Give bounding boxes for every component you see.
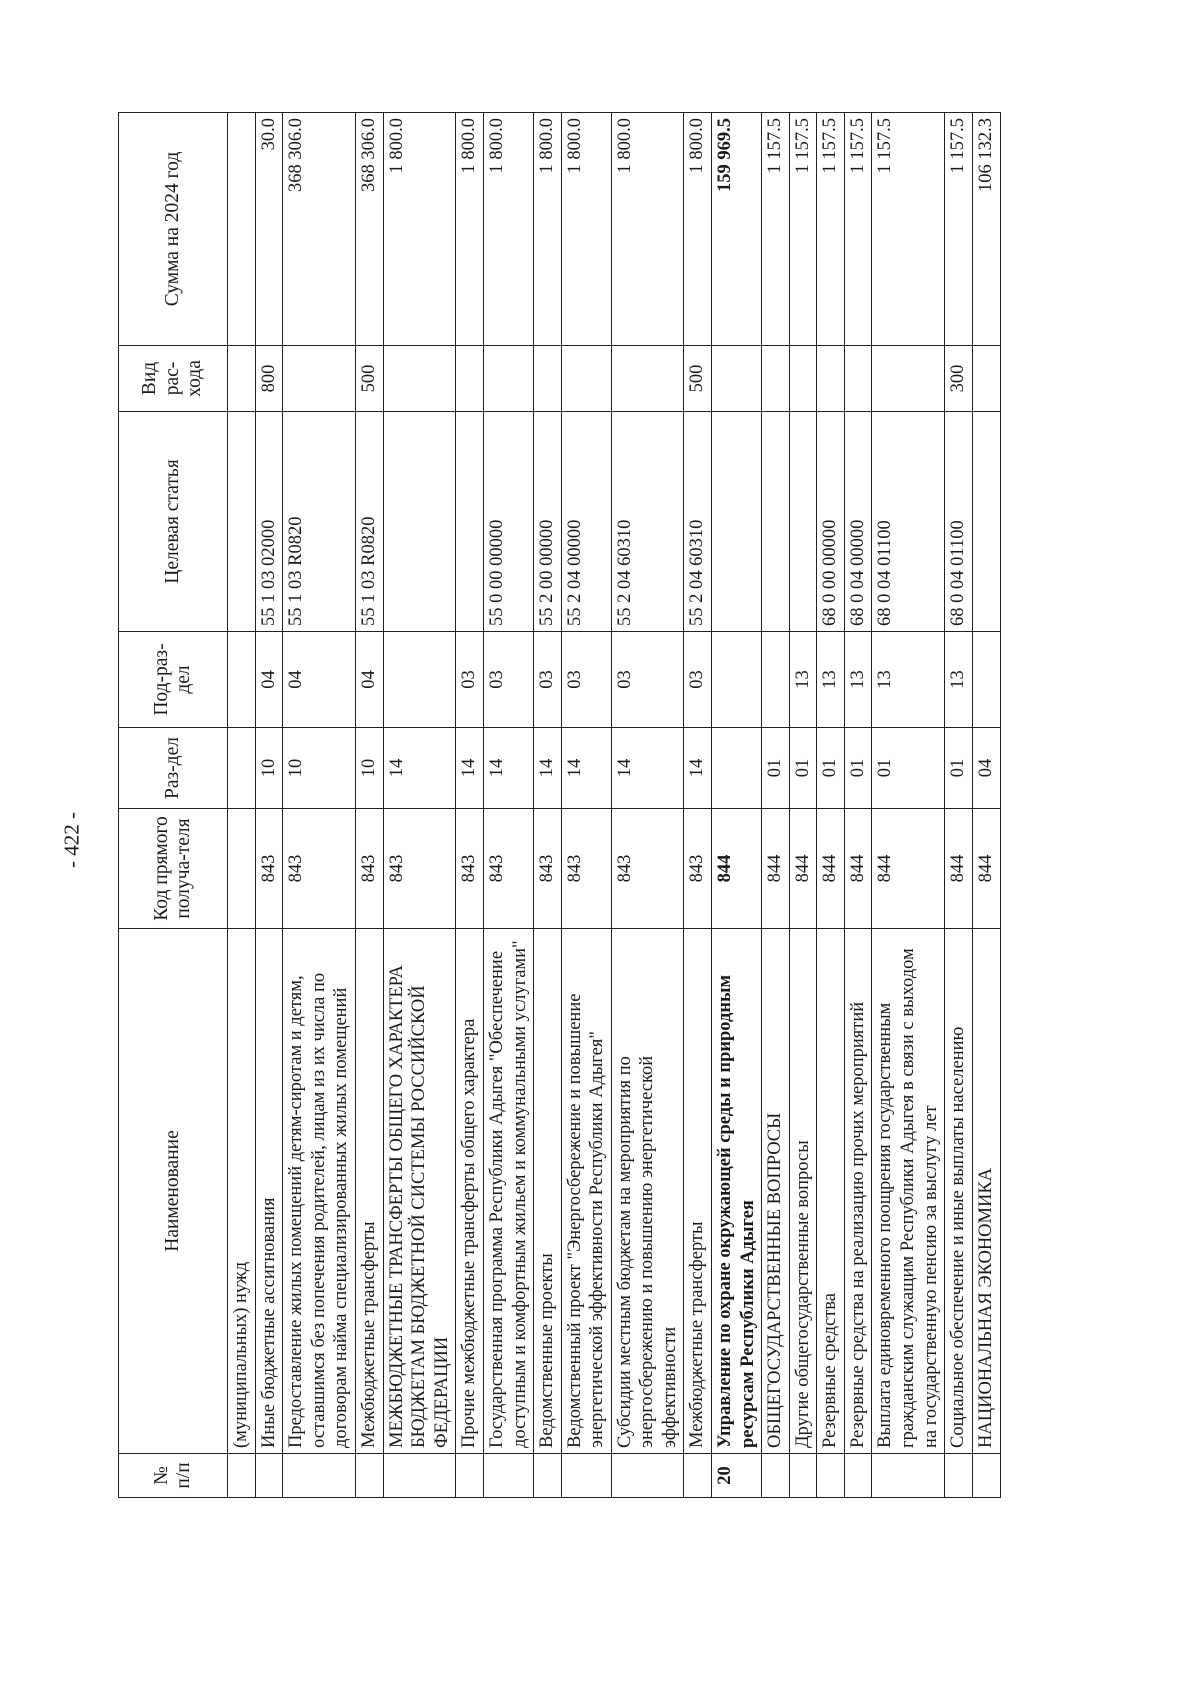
- row-recipient-code: 844: [972, 809, 1000, 929]
- row-num: 20: [712, 1454, 762, 1498]
- row-target-article: 55 0 00 00000: [483, 412, 533, 632]
- table-row: [255, 113, 283, 1498]
- row-recipient-code: 844: [789, 809, 817, 929]
- row-subsection: 03: [456, 632, 484, 728]
- row-expense-type: [762, 346, 790, 412]
- row-section: 01: [872, 728, 945, 809]
- row-name: НАЦИОНАЛЬНАЯ ЭКОНОМИКА: [972, 929, 1000, 1454]
- row-recipient-code: 843: [456, 809, 484, 929]
- row-name: Прочие межбюджетные трансферты общего характера: [456, 929, 484, 1454]
- row-num: [228, 1454, 256, 1498]
- row-amount: 368 306.0: [283, 113, 356, 346]
- row-num: [972, 1454, 1000, 1498]
- row-target-article: 68 0 04 01100: [945, 412, 973, 632]
- row-expense-type: 500: [356, 346, 384, 412]
- row-section: 04: [972, 728, 1000, 809]
- row-subsection: [972, 632, 1000, 728]
- row-expense-type: [534, 346, 562, 412]
- row-target-article: 68 0 04 00000: [844, 412, 872, 632]
- row-name: Другие общегосударственные вопросы: [789, 929, 817, 1454]
- row-target-article: [972, 412, 1000, 632]
- row-subsection: 04: [356, 632, 384, 728]
- row-subsection: 13: [817, 632, 845, 728]
- row-expense-type: [561, 346, 611, 412]
- row-expense-type: [844, 346, 872, 412]
- row-name: Государственная программа Республики Адыгея "Обеспечение доступным и комфортным жильем и коммунальными услугами": [483, 929, 533, 1454]
- row-recipient-code: 844: [872, 809, 945, 929]
- row-target-article: 55 2 04 60310: [684, 412, 712, 632]
- row-subsection: 04: [283, 632, 356, 728]
- row-name: Резервные средства: [817, 929, 845, 1454]
- row-recipient-code: 843: [483, 809, 533, 929]
- row-amount: 1 800.0: [684, 113, 712, 346]
- table-row: [972, 113, 1000, 1498]
- row-target-article: 55 1 03 R0820: [356, 412, 384, 632]
- row-amount: 1 800.0: [534, 113, 562, 346]
- row-amount: 1 157.5: [789, 113, 817, 346]
- row-name: Ведомственный проект "Энергосбережение и повышение энергетической эффективности Республики Адыгея": [561, 929, 611, 1454]
- row-amount: 1 800.0: [483, 113, 533, 346]
- row-target-article: 55 1 03 R0820: [283, 412, 356, 632]
- row-recipient-code: 843: [356, 809, 384, 929]
- row-section: 10: [283, 728, 356, 809]
- table-row: [611, 113, 684, 1498]
- row-amount: 1 157.5: [844, 113, 872, 346]
- table-row: [945, 113, 973, 1498]
- row-subsection: 03: [483, 632, 533, 728]
- row-target-article: [762, 412, 790, 632]
- row-name: Субсидии местным бюджетам на мероприятия по энергосбережению и повышению энергетической эффективности: [611, 929, 684, 1454]
- row-name: ОБЩЕГОСУДАРСТВЕННЫЕ ВОПРОСЫ: [762, 929, 790, 1454]
- row-section: [228, 728, 256, 809]
- row-section: 14: [561, 728, 611, 809]
- row-num: [561, 1454, 611, 1498]
- row-section: 14: [456, 728, 484, 809]
- row-expense-type: [483, 346, 533, 412]
- row-section: 10: [255, 728, 283, 809]
- row-subsection: 13: [945, 632, 973, 728]
- budget-table: [118, 112, 1001, 1498]
- row-subsection: 03: [534, 632, 562, 728]
- row-num: [483, 1454, 533, 1498]
- row-target-article: 68 0 04 01100: [872, 412, 945, 632]
- table-row: [712, 113, 762, 1498]
- row-expense-type: [611, 346, 684, 412]
- table-row: [283, 113, 356, 1498]
- row-amount: 1 157.5: [817, 113, 845, 346]
- table-header-row: [119, 113, 228, 1498]
- row-expense-type: 500: [684, 346, 712, 412]
- rotated-page: [118, 113, 1043, 1498]
- row-expense-type: [872, 346, 945, 412]
- row-num: [611, 1454, 684, 1498]
- row-recipient-code: 844: [712, 809, 762, 929]
- header-subsection: Под-раз-дел: [119, 632, 228, 728]
- row-recipient-code: 843: [561, 809, 611, 929]
- row-section: 01: [789, 728, 817, 809]
- row-subsection: [228, 632, 256, 728]
- table-row: [789, 113, 817, 1498]
- row-recipient-code: [228, 809, 256, 929]
- row-recipient-code: 844: [817, 809, 845, 929]
- row-expense-type: [817, 346, 845, 412]
- header-name: Наименование: [119, 929, 228, 1454]
- row-num: [762, 1454, 790, 1498]
- table-row: [872, 113, 945, 1498]
- row-amount: 30.0: [255, 113, 283, 346]
- row-section: 14: [383, 728, 456, 809]
- row-subsection: [383, 632, 456, 728]
- row-name: Межбюджетные трансферты: [684, 929, 712, 1454]
- row-num: [383, 1454, 456, 1498]
- row-name: Межбюджетные трансферты: [356, 929, 384, 1454]
- table-row: [456, 113, 484, 1498]
- row-section: 01: [945, 728, 973, 809]
- row-name: МЕЖБЮДЖЕТНЫЕ ТРАНСФЕРТЫ ОБЩЕГО ХАРАКТЕРА БЮДЖЕТАМ БЮДЖЕТНОЙ СИСТЕМЫ РОССИЙСКОЙ ФЕДЕРАЦИИ: [383, 929, 456, 1454]
- row-amount: 159 969.5: [712, 113, 762, 346]
- row-subsection: 03: [611, 632, 684, 728]
- row-expense-type: 800: [255, 346, 283, 412]
- row-target-article: [712, 412, 762, 632]
- row-name: Выплата единовременного поощрения государственным гражданским служащим Республики Адыгея в связи с выходом на государственную пенсию за выслугу лет: [872, 929, 945, 1454]
- row-expense-type: [383, 346, 456, 412]
- row-amount: 106 132.3: [972, 113, 1000, 346]
- row-amount: 1 800.0: [383, 113, 456, 346]
- row-num: [872, 1454, 945, 1498]
- page-number: - 422 -: [59, 812, 84, 868]
- row-recipient-code: 843: [383, 809, 456, 929]
- row-amount: 1 800.0: [561, 113, 611, 346]
- row-subsection: [762, 632, 790, 728]
- row-num: [255, 1454, 283, 1498]
- row-recipient-code: 843: [611, 809, 684, 929]
- row-name: Управление по охране окружающей среды и природным ресурсам Республики Адыгея: [712, 929, 762, 1454]
- header-target: Целевая статья: [119, 412, 228, 632]
- row-section: 01: [817, 728, 845, 809]
- row-section: 10: [356, 728, 384, 809]
- row-subsection: 13: [872, 632, 945, 728]
- row-name: Резервные средства на реализацию прочих мероприятий: [844, 929, 872, 1454]
- row-section: 14: [483, 728, 533, 809]
- table-row: [383, 113, 456, 1498]
- header-expense: Вид рас-хода: [119, 346, 228, 412]
- row-recipient-code: 843: [534, 809, 562, 929]
- row-num: [356, 1454, 384, 1498]
- row-amount: 368 306.0: [356, 113, 384, 346]
- header-recipient: Код прямого получа-теля: [119, 809, 228, 929]
- table-body: [228, 113, 1001, 1498]
- row-subsection: 03: [684, 632, 712, 728]
- row-section: 14: [611, 728, 684, 809]
- row-name: Социальное обеспечение и иные выплаты населению: [945, 929, 973, 1454]
- header-num: № п/п: [119, 1454, 228, 1498]
- table-row: [356, 113, 384, 1498]
- row-num: [456, 1454, 484, 1498]
- row-num: [945, 1454, 973, 1498]
- row-expense-type: [972, 346, 1000, 412]
- row-target-article: 68 0 00 00000: [817, 412, 845, 632]
- row-amount: 1 800.0: [456, 113, 484, 346]
- row-expense-type: [228, 346, 256, 412]
- row-recipient-code: 843: [255, 809, 283, 929]
- header-amount: Сумма на 2024 год: [119, 113, 228, 346]
- row-amount: 1 157.5: [762, 113, 790, 346]
- row-amount: 1 157.5: [945, 113, 973, 346]
- row-name: Иные бюджетные ассигнования: [255, 929, 283, 1454]
- row-recipient-code: 844: [762, 809, 790, 929]
- row-section: [712, 728, 762, 809]
- row-target-article: 55 2 04 00000: [561, 412, 611, 632]
- row-amount: 1 800.0: [611, 113, 684, 346]
- row-target-article: [383, 412, 456, 632]
- table-row: [844, 113, 872, 1498]
- row-section: 01: [844, 728, 872, 809]
- table-row: [561, 113, 611, 1498]
- table-row: [762, 113, 790, 1498]
- row-num: [684, 1454, 712, 1498]
- row-recipient-code: 844: [945, 809, 973, 929]
- row-recipient-code: 843: [283, 809, 356, 929]
- row-subsection: 13: [844, 632, 872, 728]
- row-subsection: [712, 632, 762, 728]
- row-recipient-code: 843: [684, 809, 712, 929]
- row-recipient-code: 844: [844, 809, 872, 929]
- row-num: [283, 1454, 356, 1498]
- row-expense-type: [456, 346, 484, 412]
- row-target-article: 55 2 04 60310: [611, 412, 684, 632]
- table-row: [483, 113, 533, 1498]
- row-expense-type: 300: [945, 346, 973, 412]
- row-subsection: 04: [255, 632, 283, 728]
- row-expense-type: [283, 346, 356, 412]
- row-target-article: [228, 412, 256, 632]
- row-num: [844, 1454, 872, 1498]
- row-section: 14: [534, 728, 562, 809]
- table-row: [534, 113, 562, 1498]
- table-row: [228, 113, 256, 1498]
- row-amount: 1 157.5: [872, 113, 945, 346]
- row-subsection: 13: [789, 632, 817, 728]
- row-subsection: 03: [561, 632, 611, 728]
- row-section: 14: [684, 728, 712, 809]
- row-expense-type: [789, 346, 817, 412]
- row-target-article: 55 1 03 02000: [255, 412, 283, 632]
- row-num: [817, 1454, 845, 1498]
- row-num: [789, 1454, 817, 1498]
- row-name: Ведомственные проекты: [534, 929, 562, 1454]
- header-section: Раз-дел: [119, 728, 228, 809]
- row-name: Предоставление жилых помещений детям-сиротам и детям, оставшимся без попечения родителей, лицам из их числа по договорам найма специализированных жилых помещений: [283, 929, 356, 1454]
- table-row: [817, 113, 845, 1498]
- row-amount: [228, 113, 256, 346]
- row-num: [534, 1454, 562, 1498]
- row-expense-type: [712, 346, 762, 412]
- row-section: 01: [762, 728, 790, 809]
- row-target-article: 55 2 00 00000: [534, 412, 562, 632]
- row-target-article: [789, 412, 817, 632]
- table-row: [684, 113, 712, 1498]
- row-target-article: [456, 412, 484, 632]
- row-name: (муниципальных) нужд: [228, 929, 256, 1454]
